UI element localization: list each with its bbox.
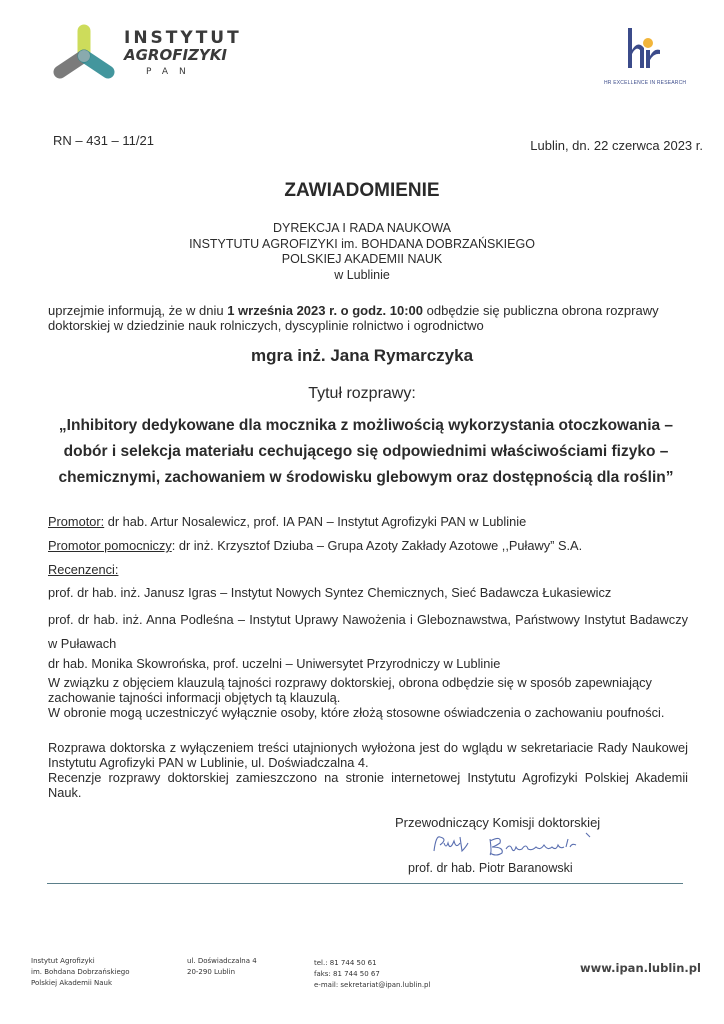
reviewer-item: dr hab. Monika Skowrońska, prof. uczelni – Uniwersytet Przyrodniczy w Lublinie <box>48 656 501 671</box>
display-line-2: Recenzje rozprawy doktorskiej zamieszczono na stronie internetowej Instytutu Agrofizyki Polskiej Akademii Nauk. <box>48 770 688 800</box>
place-and-date: Lublin, dn. 22 czerwca 2023 r. <box>530 138 703 153</box>
copromotor-label: Promotor pomocniczy <box>48 538 172 553</box>
secrecy-line-1: W związku z objęciem klauzulą tajności rozprawy doktorskiej, obrona odbędzie się w sposób zapewniający zachowanie tajności informacji objętych tą klauzulą. <box>48 675 652 705</box>
intro-paragraph <box>48 303 688 333</box>
secrecy-line-2: W obronie mogą uczestniczyć wyłącznie osoby, które złożą stosowne oświadczenia o zachowaniu poufności. <box>48 705 665 720</box>
footer-line: ul. Doświadczalna 4 <box>187 957 257 965</box>
issuer-line-1: DYREKCJA I RADA NAUKOWA <box>272 221 452 235</box>
thesis-label: Tytuł rozprawy: <box>308 385 416 402</box>
footer-line: 20-290 Lublin <box>187 968 236 976</box>
hr-excellence-logo <box>596 26 706 92</box>
promotor-value: dr hab. Artur Nosalewicz, prof. IA PAN – Instytut Agrofizyki PAN w Lublinie <box>104 514 527 529</box>
reference-number: RN – 431 – 11/21 <box>53 133 154 148</box>
chair-name: prof. dr hab. Piotr Baranowski <box>408 861 573 875</box>
footer-contact <box>314 958 430 991</box>
reviewer-item: prof. dr hab. inż. Janusz Igras – Instytut Nowych Syntez Chemicznych, Sieć Badawcza Łukasiewicz <box>48 585 612 600</box>
display-notice <box>48 740 688 800</box>
footer-line: Instytut Agrofizyki <box>31 957 95 965</box>
chair-role: Przewodniczący Komisji doktorskiej <box>395 815 601 830</box>
issuer-line-4: w Lublinie <box>334 267 390 282</box>
logo-line-pan: PAN <box>146 67 197 77</box>
promotor-line <box>48 514 526 529</box>
hr-logo-icon <box>624 26 664 72</box>
footer-institution <box>31 956 130 989</box>
defense-datetime: 1 września 2023 r. o godz. 10:00 <box>227 303 424 318</box>
promotor-label: Promotor: <box>48 514 105 529</box>
footer-divider <box>47 883 683 884</box>
footer-phone: tel.: 81 744 50 61 <box>314 959 377 967</box>
document-title: ZAWIADOMIENIE <box>284 180 440 201</box>
issuer-line-2: INSTYTUTU AGROFIZYKI im. BOHDANA DOBRZAŃSKIEGO <box>189 236 535 251</box>
footer-website-link[interactable]: www.ipan.lublin.pl <box>580 961 701 975</box>
handwritten-signature-icon <box>430 829 620 859</box>
thesis-title: „Inhibitory dedykowane dla mocznika z możliwością wykorzystania otoczkowania – dobór i selekcja materiału cechującego się odpowiednimi właściwościami fizyko – chemicznymi, zachowaniem w środowisku glebowym oraz dostępnością dla roślin” <box>58 417 674 486</box>
secrecy-notice <box>48 675 688 720</box>
footer-email[interactable]: e-mail: sekretariat@ipan.lublin.pl <box>314 981 431 989</box>
issuer-block <box>0 221 724 283</box>
copromotor-line <box>48 538 582 553</box>
logo-line-agrofizyki: AGROFIZYKI <box>124 46 227 64</box>
reviewers-label: Recenzenci: <box>48 562 119 577</box>
intro-after: odbędzie się publiczna obrona rozprawy doktorskiej w dziedzinie nauk rolniczych, dyscyplinie rolnictwo i ogrodnictwo <box>48 303 659 333</box>
logo-line-instytut: INSTYTUT <box>124 28 242 48</box>
hr-caption: HR EXCELLENCE IN RESEARCH <box>604 80 687 86</box>
intro-before: uprzejmie informują, że w dniu <box>48 303 228 318</box>
footer-fax: faks: 81 744 50 67 <box>314 970 380 978</box>
display-line-1: Rozprawa doktorska z wyłączeniem treści utajnionych wyłożona jest do wglądu w sekretariacie Rady Naukowej Instytutu Agrofizyki PAN w Lublinie, ul. Doświadczalna 4. <box>48 740 688 770</box>
reviewer-item: prof. dr hab. inż. Anna Podleśna – Instytut Uprawy Nawożenia i Gleboznawstwa, Państwowy Instytut Badawczy w Puławach <box>48 612 688 651</box>
footer-address <box>187 956 257 978</box>
tri-arm-logo-icon <box>48 22 120 82</box>
footer-line: Polskiej Akademii Nauk <box>31 979 113 987</box>
footer-line: im. Bohdana Dobrzańskiego <box>31 968 130 976</box>
issuer-line-3: POLSKIEJ AKADEMII NAUK <box>281 252 443 266</box>
candidate-name: mgra inż. Jana Rymarczyka <box>250 346 474 365</box>
institute-logo <box>48 22 268 82</box>
copromotor-value: : dr inż. Krzysztof Dziuba – Grupa Azoty Zakłady Azotowe ,,Puławy” S.A. <box>171 538 583 553</box>
